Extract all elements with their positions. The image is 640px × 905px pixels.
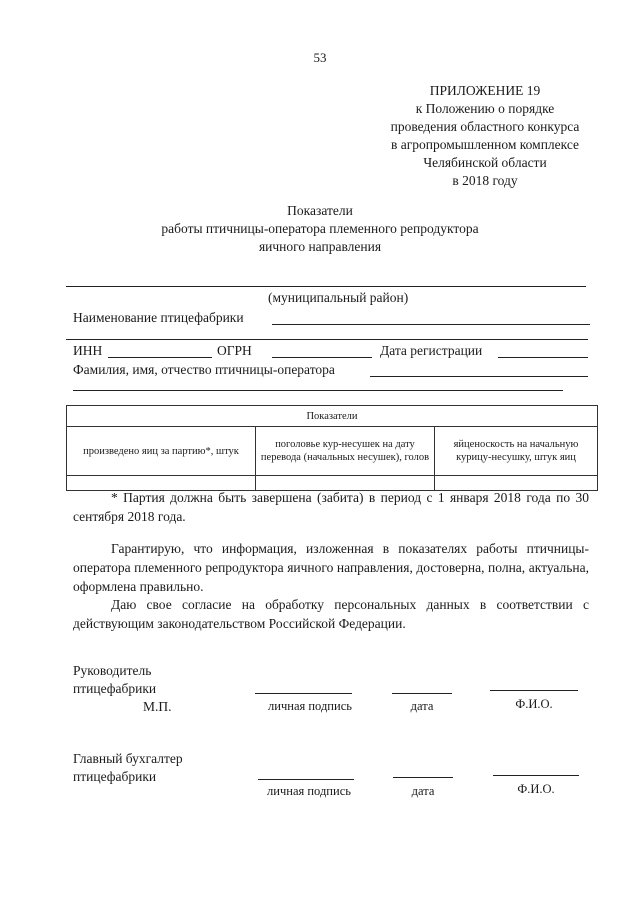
appendix-line: в агропромышленном комплексе bbox=[390, 137, 580, 152]
farm-name-continuation-line[interactable] bbox=[66, 339, 588, 340]
appendix-title: ПРИЛОЖЕНИЕ 19 bbox=[429, 83, 541, 98]
document-heading: Показатели bbox=[287, 203, 353, 218]
accountant-date-label: дата bbox=[411, 784, 435, 798]
table-columns-row bbox=[67, 427, 598, 476]
document-subheading: яичного направления bbox=[258, 239, 382, 254]
table-header-row bbox=[67, 406, 598, 427]
fio-operator-continuation-line[interactable] bbox=[73, 390, 563, 391]
head-title-2: птицефабрики bbox=[73, 681, 157, 696]
fio-operator-label: Фамилия, имя, отчество птичницы-оператора bbox=[73, 362, 335, 377]
reg-date-field-line[interactable] bbox=[498, 357, 588, 358]
column-header-hens: поголовье кур-несушек на дату перевода (начальных несушек), голов bbox=[256, 427, 435, 476]
fio-operator-field-line[interactable] bbox=[370, 376, 588, 377]
inn-field-line[interactable] bbox=[108, 357, 212, 358]
head-signature-label: личная подпись bbox=[268, 699, 352, 713]
head-date-line[interactable] bbox=[392, 693, 452, 694]
ogrn-field-line[interactable] bbox=[272, 357, 372, 358]
table-header-cell: Показатели bbox=[67, 406, 598, 427]
appendix-line: в 2018 году bbox=[452, 173, 518, 188]
appendix-line: Челябинской области bbox=[423, 155, 547, 170]
district-caption: (муниципальный район) bbox=[268, 290, 409, 305]
accountant-signature-line[interactable] bbox=[258, 779, 354, 780]
head-signature-line[interactable] bbox=[255, 693, 352, 694]
head-fio-line[interactable] bbox=[490, 690, 578, 691]
accountant-fio-label: Ф.И.О. bbox=[517, 782, 555, 796]
district-field-line[interactable] bbox=[66, 286, 586, 287]
column-header-productivity: яйценоскость на начальную курицу-несушку, штук яиц bbox=[435, 427, 598, 476]
document-subheading: работы птичницы-оператора племенного репродуктора bbox=[161, 221, 479, 236]
accountant-title: Главный бухгалтер bbox=[73, 751, 183, 766]
farm-name-field-line[interactable] bbox=[272, 324, 590, 325]
accountant-title-2: птицефабрики bbox=[73, 769, 157, 784]
accountant-fio-line[interactable] bbox=[493, 775, 579, 776]
consent-text: Даю свое согласие на обработку персональных данных в соответствии с действующим законодательством Российской Федерации. bbox=[73, 597, 589, 631]
farm-name-label: Наименование птицефабрики bbox=[73, 310, 244, 325]
head-date-label: дата bbox=[410, 699, 434, 713]
accountant-signature-label: личная подпись bbox=[267, 784, 351, 798]
head-fio-label: Ф.И.О. bbox=[515, 697, 553, 711]
appendix-line: к Положению о порядке bbox=[415, 101, 555, 116]
reg-date-label: Дата регистрации bbox=[380, 343, 483, 358]
guarantee-text: Гарантирую, что информация, изложенная в показателях работы птичницы-оператора племенного репродуктора яичного направления, достоверна, полна, актуальна, оформлена правильно. bbox=[73, 541, 589, 594]
ogrn-label: ОГРН bbox=[217, 343, 252, 358]
head-title: Руководитель bbox=[73, 663, 152, 678]
page-number: 53 bbox=[313, 50, 327, 65]
indicators-table bbox=[66, 405, 598, 491]
stamp-label: М.П. bbox=[143, 699, 172, 714]
accountant-date-line[interactable] bbox=[393, 777, 453, 778]
column-header-eggs: произведено яиц за партию*, штук bbox=[67, 427, 256, 476]
footnote-text: * Партия должна быть завершена (забита) в период с 1 января 2018 года по 30 сентября 2018 года. bbox=[73, 490, 589, 524]
appendix-line: проведения областного конкурса bbox=[390, 119, 580, 134]
inn-label: ИНН bbox=[73, 343, 103, 358]
